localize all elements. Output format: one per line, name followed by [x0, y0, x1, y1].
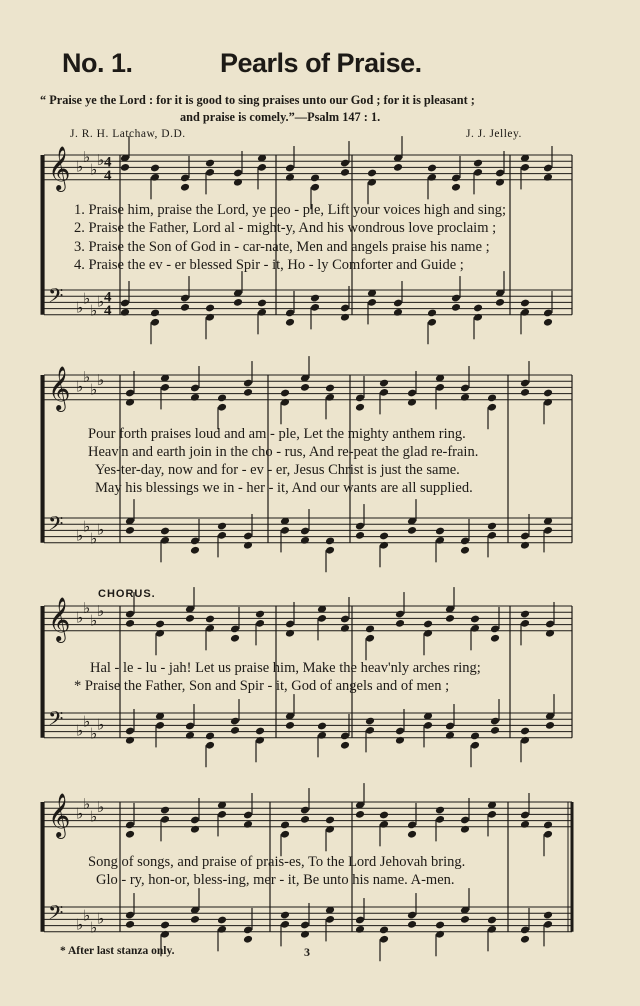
- flat-sign: ♭: [83, 368, 91, 387]
- note-head: [545, 629, 555, 638]
- hymn-title: Pearls of Praise.: [220, 48, 422, 78]
- flat-sign: ♭: [90, 724, 98, 743]
- flat-sign: ♭: [76, 721, 84, 740]
- note-head: [125, 619, 135, 628]
- flat-sign: ♭: [76, 526, 84, 545]
- flat-sign: ♭: [83, 289, 91, 308]
- note-head: [340, 313, 350, 322]
- note-head: [150, 164, 160, 173]
- note-head: [487, 522, 497, 531]
- note-head: [520, 727, 530, 736]
- note-head: [395, 736, 405, 745]
- note-head: [230, 634, 240, 643]
- flat-sign: ♭: [90, 160, 98, 179]
- flat-sign: ♭: [97, 715, 105, 734]
- verse-3-line-b: Yes-ter-day, now and for - ev - er, Jesus Christ is just the same.: [95, 462, 460, 478]
- note-head: [185, 731, 195, 740]
- note-head: [543, 318, 553, 327]
- note-head: [180, 183, 190, 192]
- note-head: [190, 393, 200, 402]
- note-head: [407, 920, 417, 929]
- note-head: [490, 634, 500, 643]
- note-head: [355, 810, 365, 819]
- note-head: [460, 825, 470, 834]
- page-number: 3: [304, 945, 310, 959]
- note-head: [435, 527, 445, 536]
- note-head: [427, 308, 437, 317]
- bass-clef: 𝄢: [48, 901, 64, 930]
- flat-sign: ♭: [83, 517, 91, 536]
- note-head: [379, 811, 389, 820]
- time-signature: 4: [104, 167, 112, 184]
- note-head: [190, 825, 200, 834]
- verse-4-line-a: 4. Praise the ev - er blessed Spir - it, Ho - ly Comforter and Guide ;: [74, 257, 464, 273]
- note-head: [217, 522, 227, 531]
- note-head: [205, 159, 215, 168]
- note-head: [255, 610, 265, 619]
- note-head: [379, 925, 389, 934]
- verse-1-line-b: Pour forth praises loud and am - ple, Let the mighty anthem ring.: [88, 426, 466, 442]
- epigraph-line-1: “ Praise ye the Lord : for it is good to sing praises unto our God ; for it is pleasant ;: [40, 93, 475, 107]
- note-head: [543, 173, 553, 182]
- note-head: [125, 920, 135, 929]
- note-head: [160, 806, 170, 815]
- bass-clef: 𝄢: [48, 512, 64, 541]
- note-head: [495, 178, 505, 187]
- flat-sign: ♭: [83, 906, 91, 925]
- note-head: [340, 168, 350, 177]
- note-head: [243, 388, 253, 397]
- note-head: [125, 830, 135, 839]
- note-head: [120, 308, 130, 317]
- note-head: [125, 736, 135, 745]
- flat-sign: ♭: [97, 520, 105, 539]
- note-head: [487, 916, 497, 925]
- flat-sign: ♭: [76, 804, 84, 823]
- note-head: [217, 916, 227, 925]
- note-head: [180, 303, 190, 312]
- note-head: [300, 536, 310, 545]
- flat-sign: ♭: [90, 529, 98, 548]
- note-head: [185, 614, 195, 623]
- note-head: [367, 169, 377, 178]
- note-head: [300, 930, 310, 939]
- note-head: [280, 389, 290, 398]
- note-head: [255, 727, 265, 736]
- chorus-line-a-1: Hal - le - lu - jah! Let us praise him, Make the heav'nly arches ring;: [90, 660, 481, 676]
- note-head: [460, 393, 470, 402]
- note-head: [243, 541, 253, 550]
- note-head: [230, 726, 240, 735]
- flat-sign: ♭: [83, 599, 91, 618]
- note-head: [545, 721, 555, 730]
- note-head: [325, 536, 335, 545]
- note-head: [325, 816, 335, 825]
- treble-clef: 𝄞: [48, 793, 71, 838]
- note-head: [407, 526, 417, 535]
- chorus-line-b-1: Song of songs, and praise of prais-es, To the Lord Jehovah bring.: [88, 854, 466, 870]
- note-head: [451, 183, 461, 192]
- flat-sign: ♭: [97, 371, 105, 390]
- verse-4-line-b: May his blessings we in - her - it, And our wants are all supplied.: [95, 480, 473, 496]
- flat-sign: ♭: [83, 795, 91, 814]
- note-head: [233, 178, 243, 187]
- note-head: [310, 173, 320, 182]
- flat-sign: ♭: [97, 909, 105, 928]
- epigraph-line-2: and praise is comely.”—Psalm 147 : 1.: [180, 110, 381, 124]
- note-head: [325, 384, 335, 393]
- flat-sign: ♭: [90, 380, 98, 399]
- note-head: [285, 318, 295, 327]
- note-head: [285, 721, 295, 730]
- note-head: [205, 615, 215, 624]
- verse-2-line-a: 2. Praise the Father, Lord al - might-y, And his wondrous love proclaim ;: [74, 220, 497, 236]
- note-head: [160, 921, 170, 930]
- note-head: [280, 911, 290, 920]
- note-head: [445, 614, 455, 623]
- note-head: [340, 624, 350, 633]
- lyricist: J. R. H. Latchaw, D.D.: [70, 128, 186, 140]
- note-head: [340, 741, 350, 750]
- verse-2-line-b: Heav'n and earth join in the cho - rus, And re-peat the glad re-frain.: [88, 444, 479, 460]
- note-head: [233, 298, 243, 307]
- note-head: [435, 921, 445, 930]
- bass-clef: 𝄢: [48, 707, 64, 736]
- note-head: [495, 298, 505, 307]
- flat-sign: ♭: [97, 798, 105, 817]
- note-head: [407, 398, 417, 407]
- bass-clef: 𝄢: [48, 284, 64, 313]
- note-head: [473, 159, 483, 168]
- time-signature: 4: [104, 289, 112, 306]
- chorus-line-a-2: * Praise the Father, Son and Spir - it, God of angels and of men ;: [74, 678, 450, 694]
- note-head: [120, 163, 130, 172]
- note-head: [460, 546, 470, 555]
- note-head: [490, 726, 500, 735]
- note-head: [520, 935, 530, 944]
- note-head: [125, 398, 135, 407]
- flat-sign: ♭: [76, 915, 84, 934]
- note-head: [125, 526, 135, 535]
- flat-sign: ♭: [90, 611, 98, 630]
- note-head: [470, 731, 480, 740]
- time-signature: 4: [104, 302, 112, 319]
- note-head: [379, 532, 389, 541]
- note-head: [217, 393, 227, 402]
- note-head: [155, 620, 165, 629]
- flat-sign: ♭: [90, 301, 98, 320]
- note-head: [393, 308, 403, 317]
- flat-sign: ♭: [76, 377, 84, 396]
- note-head: [205, 731, 215, 740]
- footnote: * After last stanza only.: [60, 945, 175, 957]
- flat-sign: ♭: [97, 602, 105, 621]
- note-head: [520, 299, 530, 308]
- note-head: [427, 164, 437, 173]
- note-head: [317, 722, 327, 731]
- flat-sign: ♭: [97, 151, 105, 170]
- note-head: [285, 173, 295, 182]
- note-head: [190, 915, 200, 924]
- treble-clef: 𝄞: [48, 597, 71, 642]
- flat-sign: ♭: [76, 608, 84, 627]
- note-head: [393, 163, 403, 172]
- note-head: [300, 383, 310, 392]
- treble-clef: 𝄞: [48, 146, 71, 191]
- note-head: [243, 820, 253, 829]
- note-head: [150, 308, 160, 317]
- note-head: [445, 731, 455, 740]
- note-head: [379, 379, 389, 388]
- flat-sign: ♭: [76, 298, 84, 317]
- note-head: [355, 403, 365, 412]
- note-head: [451, 303, 461, 312]
- flat-sign: ♭: [83, 148, 91, 167]
- note-head: [365, 624, 375, 633]
- note-head: [205, 304, 215, 313]
- flat-sign: ♭: [90, 807, 98, 826]
- note-head: [285, 629, 295, 638]
- note-head: [243, 935, 253, 944]
- note-head: [543, 911, 553, 920]
- note-head: [280, 820, 290, 829]
- note-head: [470, 615, 480, 624]
- flat-sign: ♭: [97, 292, 105, 311]
- verse-1-line-a: 1. Praise him, praise the Lord, ye peo - ple, Lift your voices high and sing;: [74, 202, 507, 218]
- treble-clef: 𝄞: [48, 366, 71, 411]
- note-head: [487, 393, 497, 402]
- verse-3-line-a: 3. Praise the Son of God in - car-nate, Men and angels praise his name ;: [74, 239, 490, 255]
- note-head: [543, 389, 553, 398]
- hymn-number: No. 1.: [62, 48, 133, 78]
- note-head: [355, 925, 365, 934]
- note-head: [395, 619, 405, 628]
- note-head: [190, 546, 200, 555]
- flat-sign: ♭: [90, 918, 98, 937]
- chorus-label: CHORUS.: [98, 588, 156, 600]
- note-head: [300, 815, 310, 824]
- note-head: [520, 820, 530, 829]
- note-head: [423, 620, 433, 629]
- note-head: [257, 299, 267, 308]
- time-signature: 4: [104, 154, 112, 171]
- composer: J. J. Jelley.: [466, 128, 522, 140]
- note-head: [407, 830, 417, 839]
- flat-sign: ♭: [76, 157, 84, 176]
- note-head: [460, 915, 470, 924]
- note-head: [520, 388, 530, 397]
- note-head: [520, 610, 530, 619]
- note-head: [520, 541, 530, 550]
- note-head: [160, 527, 170, 536]
- note-head: [473, 304, 483, 313]
- note-head: [355, 531, 365, 540]
- note-head: [435, 806, 445, 815]
- note-head: [365, 717, 375, 726]
- chorus-line-b-2: Glo - ry, hon-or, bless-ing, mer - it, Be unto his name. A-men.: [96, 872, 455, 888]
- note-head: [543, 820, 553, 829]
- note-head: [310, 294, 320, 303]
- flat-sign: ♭: [83, 712, 91, 731]
